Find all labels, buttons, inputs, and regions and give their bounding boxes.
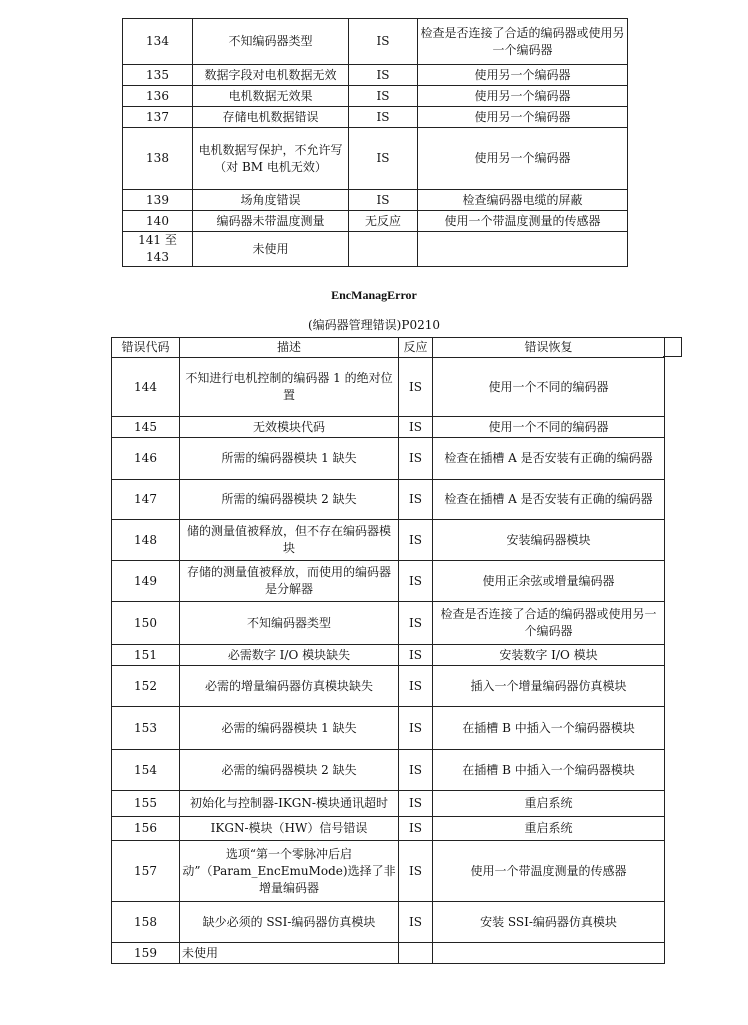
table-row [123,190,628,211]
error-code: 151 [112,645,180,666]
table-row [123,128,628,190]
error-reaction: IS [399,417,433,438]
table-row [112,902,665,943]
error-description: 所需的编码器模块 2 缺失 [180,480,399,520]
table-row [123,232,628,267]
error-description: 储的测量值被释放，但不存在编码器模块 [180,520,399,561]
error-table-top [122,18,628,267]
error-description: 必需的编码器模块 2 缺失 [180,750,399,791]
error-description: 未使用 [193,232,349,267]
table-header-row [112,338,665,358]
error-description: 电机数据无效果 [193,86,349,107]
error-reaction: 无反应 [349,211,418,232]
table-row [112,602,665,645]
error-code: 150 [112,602,180,645]
error-table-encmanag [111,337,665,964]
table-row [112,750,665,791]
header-reaction: 反应 [399,338,433,358]
error-description: 不知编码器类型 [180,602,399,645]
error-reaction: IS [399,561,433,602]
error-code: 157 [112,841,180,902]
table-row [123,86,628,107]
error-recovery: 检查在插槽 A 是否安装有正确的编码器 [433,480,665,520]
error-recovery: 使用一个不同的编码器 [433,358,665,417]
error-recovery: 安装 SSI-编码器仿真模块 [433,902,665,943]
error-reaction: IS [399,791,433,817]
error-description: 存储的测量值被释放，而使用的编码器是分解器 [180,561,399,602]
error-reaction: IS [349,128,418,190]
error-reaction: IS [399,438,433,480]
error-recovery: 在插槽 B 中插入一个编码器模块 [433,750,665,791]
error-reaction: IS [399,750,433,791]
error-recovery [433,943,665,964]
error-reaction: IS [349,65,418,86]
error-recovery [418,232,628,267]
error-description: 未使用 [180,943,399,964]
error-recovery: 检查是否连接了合适的编码器或使用另一个编码器 [418,19,628,65]
table-row [112,841,665,902]
error-code: 141 至 143 [123,232,193,267]
header-extension-cell [663,337,682,357]
table-row [112,666,665,707]
error-description: 存储电机数据错误 [193,107,349,128]
error-description: 必需的增量编码器仿真模块缺失 [180,666,399,707]
error-reaction: IS [399,645,433,666]
error-description: 所需的编码器模块 1 缺失 [180,438,399,480]
error-code: 158 [112,902,180,943]
error-description: 编码器未带温度测量 [193,211,349,232]
table-row [112,438,665,480]
table-row [123,65,628,86]
error-reaction: IS [399,817,433,841]
error-code: 138 [123,128,193,190]
error-code: 145 [112,417,180,438]
table-row [112,520,665,561]
error-reaction: IS [399,520,433,561]
header-description: 描述 [180,338,399,358]
error-recovery: 插入一个增量编码器仿真模块 [433,666,665,707]
error-reaction [399,943,433,964]
error-code: 135 [123,65,193,86]
error-recovery: 使用一个不同的编码器 [433,417,665,438]
error-description: IKGN-模块（HW）信号错误 [180,817,399,841]
error-recovery: 使用一个带温度测量的传感器 [433,841,665,902]
error-reaction: IS [349,19,418,65]
error-recovery: 重启系统 [433,791,665,817]
error-code: 149 [112,561,180,602]
error-code: 144 [112,358,180,417]
error-description: 必需数字 I/O 模块缺失 [180,645,399,666]
table-row [112,791,665,817]
error-recovery: 使用一个带温度测量的传感器 [418,211,628,232]
error-reaction: IS [399,841,433,902]
error-code: 146 [112,438,180,480]
error-reaction: IS [349,190,418,211]
table-row [112,561,665,602]
error-reaction: IS [399,480,433,520]
error-reaction: IS [399,666,433,707]
error-description: 数据字段对电机数据无效 [193,65,349,86]
table-row [123,211,628,232]
error-description: 不知进行电机控制的编码器 1 的绝对位置 [180,358,399,417]
error-code: 148 [112,520,180,561]
error-recovery: 使用另一个编码器 [418,128,628,190]
error-recovery: 安装编码器模块 [433,520,665,561]
error-recovery: 重启系统 [433,817,665,841]
error-description: 缺少必须的 SSI-编码器仿真模块 [180,902,399,943]
header-error-code: 错误代码 [112,338,180,358]
error-code: 134 [123,19,193,65]
error-reaction: IS [399,902,433,943]
table-row [112,707,665,750]
error-reaction: IS [349,86,418,107]
error-reaction: IS [349,107,418,128]
error-recovery: 使用另一个编码器 [418,65,628,86]
error-code: 156 [112,817,180,841]
table-row [112,358,665,417]
table-row [112,817,665,841]
table-row [112,645,665,666]
error-recovery: 使用正余弦或增量编码器 [433,561,665,602]
table-row [123,19,628,65]
error-description: 初始化与控制器-IKGN-模块通讯超时 [180,791,399,817]
section-subtitle: (编码器管理错误)P0210 [308,318,440,332]
error-code: 153 [112,707,180,750]
error-code: 152 [112,666,180,707]
error-reaction: IS [399,707,433,750]
error-reaction: IS [399,602,433,645]
table-row [112,417,665,438]
error-code: 154 [112,750,180,791]
error-description: 必需的编码器模块 1 缺失 [180,707,399,750]
error-description: 不知编码器类型 [193,19,349,65]
error-recovery: 使用另一个编码器 [418,86,628,107]
error-code: 136 [123,86,193,107]
error-code: 140 [123,211,193,232]
error-code: 137 [123,107,193,128]
error-recovery: 在插槽 B 中插入一个编码器模块 [433,707,665,750]
error-recovery: 检查在插槽 A 是否安装有正确的编码器 [433,438,665,480]
error-code: 139 [123,190,193,211]
error-description: 选项“第一个零脉冲后启动”（Param_EncEmuMode)选择了非增量编码器 [180,841,399,902]
error-recovery: 检查是否连接了合适的编码器或使用另一个编码器 [433,602,665,645]
error-code: 147 [112,480,180,520]
error-recovery: 使用另一个编码器 [418,107,628,128]
error-reaction [349,232,418,267]
header-recovery: 错误恢复 [433,338,665,358]
section-title: EncManagError [331,288,417,302]
error-recovery: 安装数字 I/O 模块 [433,645,665,666]
table-row [112,480,665,520]
error-reaction: IS [399,358,433,417]
error-description: 场角度错误 [193,190,349,211]
error-description: 电机数据写保护，不允许写（对 BM 电机无效） [193,128,349,190]
error-description: 无效模块代码 [180,417,399,438]
error-code: 159 [112,943,180,964]
table-row [123,107,628,128]
error-recovery: 检查编码器电缆的屏蔽 [418,190,628,211]
error-code: 155 [112,791,180,817]
table-row [112,943,665,964]
